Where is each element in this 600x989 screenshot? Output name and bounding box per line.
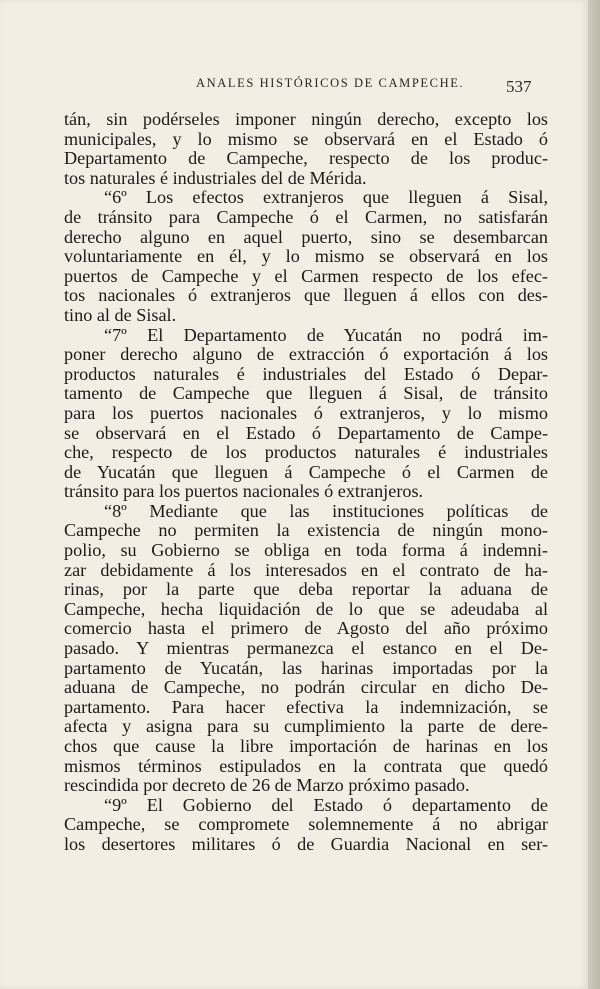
- text-line: de tránsito para Campeche ó el Carmen, no satisfarán: [64, 206, 548, 227]
- text-line: “6º Los efectos extranjeros que lleguen á Sisal,: [104, 187, 548, 208]
- text-line: se observará en el Estado ó Departamento de Campe-: [64, 422, 548, 443]
- text-line: “9º El Gobierno del Estado ó departamento de: [104, 794, 548, 815]
- text-line: pasado. Y mientras permanezca el estanco en el De-: [64, 638, 548, 659]
- text-line: Campeche, hecha liquidación de lo que se adeudaba al: [64, 598, 548, 619]
- text-line: Campeche, se compromete solemnemente á no abrigar: [64, 814, 548, 835]
- text-line: che, respecto de los productos naturales é industriales: [64, 442, 548, 463]
- text-line: poner derecho alguno de extracción ó exportación á los: [64, 344, 548, 365]
- text-line: tino al de Sisal.: [64, 304, 177, 325]
- text-line: partamento. Para hacer efectiva la indemnización, se: [64, 696, 548, 717]
- page-number: 537: [506, 77, 532, 96]
- text-line: polio, su Gobierno se obliga en toda forma á indemni-: [64, 540, 548, 561]
- text-line: municipales, y lo mismo se observará en el Estado ó: [64, 128, 548, 149]
- text-line: comercio hasta el primero de Agosto del año próximo: [64, 618, 548, 639]
- text-line: rescindida por decreto de 26 de Marzo próximo pasado.: [64, 775, 470, 796]
- text-line: derecho alguno en aquel puerto, sino se desembarcan: [64, 226, 548, 247]
- text-line: voluntariamente en él, y lo mismo se observará en los: [64, 246, 548, 267]
- text-line: los desertores militares ó de Guardia Nacional en ser-: [64, 833, 548, 854]
- text-line: afecta y asigna para su cumplimiento la parte de dere-: [64, 716, 548, 737]
- body-text: [64, 110, 548, 855]
- text-line: mismos términos estipulados en la contrata que quedó: [64, 755, 548, 776]
- page-edge: [588, 0, 600, 989]
- text-line: “7º El Departamento de Yucatán no podrá im-: [104, 324, 548, 345]
- text-line: tránsito para los puertos nacionales ó extranjeros.: [64, 481, 424, 502]
- text-line: tamento de Campeche que lleguen á Sisal, de tránsito: [64, 383, 548, 404]
- text-line: aduana de Campeche, no podrán circular en dicho De-: [64, 677, 548, 698]
- text-line: Campeche no permiten la existencia de ningún mono-: [64, 520, 548, 541]
- text-line: para los puertos nacionales ó extranjeros, y lo mismo: [64, 402, 548, 423]
- text-line: “8º Mediante que las instituciones políticas de: [104, 500, 548, 521]
- text-line: Departamento de Campeche, respecto de los produc-: [64, 148, 548, 169]
- text-line: tos naturales é industriales del de Mérida.: [64, 167, 367, 188]
- text-line: partamento de Yucatán, las harinas importadas por la: [64, 657, 548, 678]
- text-line: tos nacionales ó extranjeros que lleguen á ellos con des-: [64, 285, 548, 306]
- text-line: tán, sin podérseles imponer ningún derecho, excepto los: [64, 109, 548, 129]
- text-line: de Yucatán que lleguen á Campeche ó el Carmen de: [64, 461, 548, 482]
- text-line: rinas, por la parte que deba reportar la aduana de: [64, 579, 548, 600]
- running-header-text: ANALES HISTÓRICOS DE CAMPECHE.: [196, 76, 465, 90]
- text-line: productos naturales é industriales del Estado ó Depar-: [64, 363, 548, 384]
- text-line: chos que cause la libre importación de harinas en los: [64, 736, 548, 756]
- running-header-title: [196, 76, 464, 91]
- text-line: puertos de Campeche y el Carmen respecto de los efec-: [64, 265, 548, 286]
- text-line: zar debidamente á los interesados en el contrato de ha-: [64, 559, 548, 580]
